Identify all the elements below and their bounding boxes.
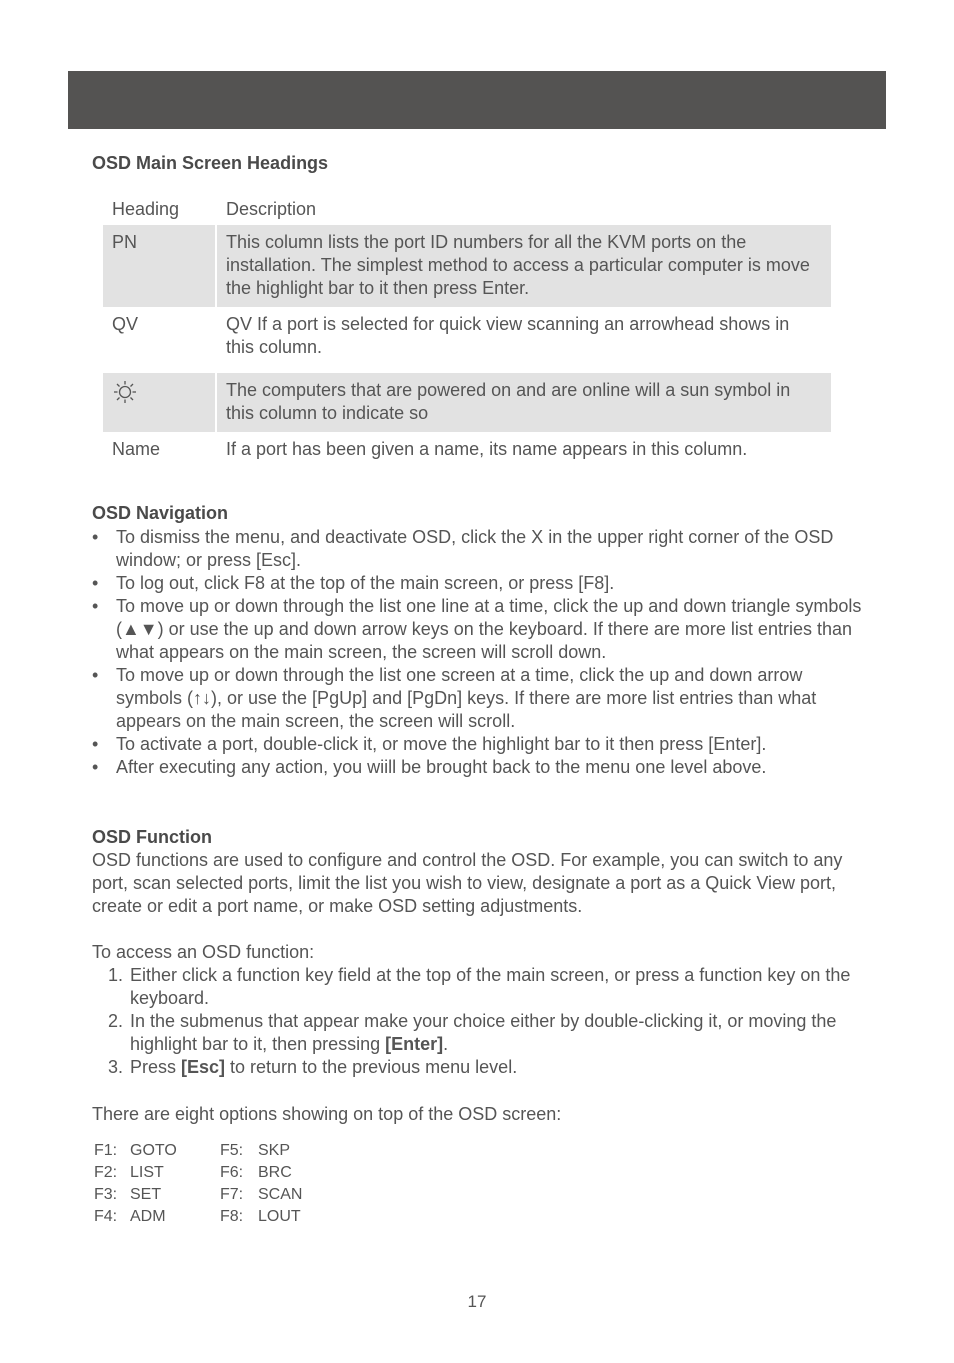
table-row [103, 307, 831, 373]
step-text: Either click a function key field at the top of the main screen, or press a function key on the keyboard. [130, 965, 851, 1008]
fkey-name: SKP [258, 1142, 291, 1159]
table-row [103, 432, 831, 468]
table-row [103, 225, 831, 307]
function-intro: OSD functions are used to configure and control the OSD. For example, you can switch to any port, scan selected ports, limit the list you wish to view, designate a port as a Quick View port, create or edit a port name, or make OSD setting adjustments. [92, 850, 843, 916]
step-text: . [443, 1034, 449, 1054]
list-item [92, 964, 867, 1010]
row-heading: PN [103, 225, 217, 307]
access-intro: To access an OSD function: [92, 942, 315, 962]
fkey-label: F8: [220, 1208, 244, 1225]
step-text: to return to the previous menu level. [225, 1057, 518, 1077]
row-description: QV If a port is selected for quick view scanning an arrowhead shows in this column. [226, 314, 790, 357]
step-key: [Enter] [385, 1034, 444, 1054]
fkey-label: F2: [94, 1164, 118, 1181]
fkey-label: F6: [220, 1164, 244, 1181]
step-number: 1. [108, 965, 124, 985]
step-number: 3. [108, 1057, 124, 1077]
fkey-name: SET [130, 1186, 162, 1203]
steps-list [92, 964, 867, 1079]
list-item [92, 1010, 867, 1056]
fkey-label: F4: [94, 1208, 118, 1225]
list-item [92, 572, 867, 595]
page-number: 17 [467, 1292, 487, 1311]
bullet-icon: • [92, 596, 99, 616]
page-content [92, 152, 867, 1228]
list-item [92, 595, 867, 664]
fkey-label: F7: [220, 1186, 244, 1203]
row-heading [103, 373, 217, 432]
step-key: [Esc] [181, 1057, 226, 1077]
list-item [92, 756, 867, 779]
navigation-list [92, 526, 867, 779]
bullet-icon: • [92, 527, 99, 547]
row-description: This column lists the port ID numbers for all the KVM ports on the installation. The simplest method to access a particular computer is move the highlight bar to it then press Enter. [217, 225, 831, 307]
step-text: Press [130, 1057, 182, 1077]
list-item-text: After executing any action, you wiill be brought back to the menu one level above. [116, 757, 767, 777]
fkey-name: LOUT [258, 1208, 301, 1225]
list-item-text: To move up or down through the list one line at a time, click the up and down triangle symbols (▲▼) or use the up and down arrow keys on the keyboard. If there are more list entries than what appears on the main screen, the screen will scroll down. [116, 596, 862, 662]
table-row [103, 373, 831, 432]
step-text: In the submenus that appear make your choice either by double-clicking it, or moving the highlight bar to it, then pressing [130, 1011, 837, 1054]
list-item [92, 526, 867, 572]
fkey-label: F1: [94, 1142, 118, 1159]
fkey-name: SCAN [258, 1186, 303, 1203]
fkey-label: F5: [220, 1142, 244, 1159]
sun-icon [112, 379, 138, 405]
options-intro: There are eight options showing on top of the OSD screen: [92, 1104, 562, 1124]
header-bar [68, 71, 886, 129]
bullet-icon: • [92, 665, 99, 685]
bullet-icon: • [92, 757, 99, 777]
list-item-text: To move up or down through the list one screen at a time, click the up and down arrow symbols (↑↓), or use the [PgUp] and [PgDn] keys. If there are more list entries than what appears on the main screen, the screen will scroll. [116, 665, 817, 731]
step-number: 2. [108, 1011, 124, 1031]
row-heading: QV [112, 314, 139, 334]
headings-table [103, 194, 831, 468]
fkey-label: F3: [94, 1186, 118, 1203]
function-section [92, 826, 867, 1228]
bullet-icon: • [92, 573, 99, 593]
list-item [92, 664, 867, 733]
list-item [92, 733, 867, 756]
fkey-name: LIST [130, 1164, 164, 1181]
list-item [92, 1056, 867, 1079]
list-item-text: To log out, click F8 at the top of the main screen, or press [F8]. [116, 573, 615, 593]
row-description: The computers that are powered on and are online will a sun symbol in this column to indicate so [217, 373, 831, 432]
row-heading: Name [112, 439, 161, 459]
col-heading-label: Heading [112, 199, 180, 219]
table-header-row [103, 194, 831, 225]
row-description: If a port has been given a name, its name appears in this column. [226, 439, 748, 459]
list-item-text: To dismiss the menu, and deactivate OSD, click the X in the upper right corner of the OSD window; or press [Esc]. [116, 527, 834, 570]
list-item-text: To activate a port, double-click it, or move the highlight bar to it then press [Enter]. [116, 734, 767, 754]
section-title-headings: OSD Main Screen Headings [92, 153, 329, 173]
fkey-name: BRC [258, 1164, 292, 1181]
col-description-label: Description [226, 199, 317, 219]
fkey-name: GOTO [130, 1142, 177, 1159]
bullet-icon: • [92, 734, 99, 754]
section-title-navigation: OSD Navigation [92, 503, 229, 523]
fkey-name: ADM [130, 1208, 166, 1225]
function-key-list [94, 1140, 354, 1228]
section-title-function: OSD Function [92, 827, 212, 847]
navigation-section [92, 502, 867, 779]
